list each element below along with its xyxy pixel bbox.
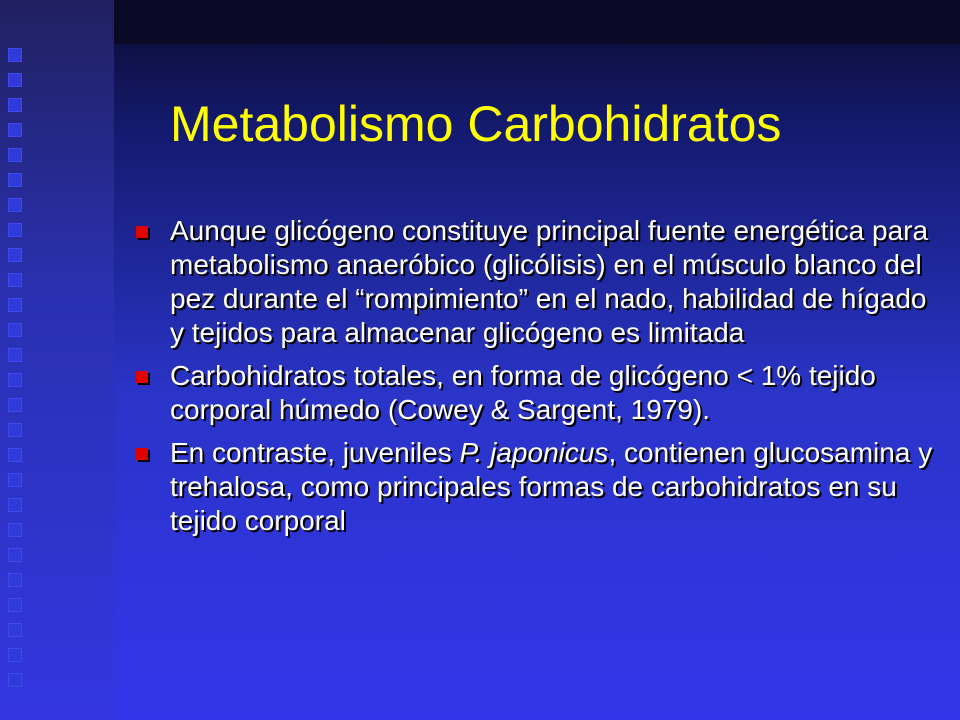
bullet-item [132, 214, 942, 350]
decorative-square [8, 198, 22, 212]
decorative-square [8, 523, 22, 537]
decorative-square [8, 373, 22, 387]
decorative-square [8, 173, 22, 187]
decorative-square [8, 223, 22, 237]
bullet-list [132, 214, 942, 547]
bullet-square-icon [136, 226, 148, 238]
decorative-square [8, 73, 22, 87]
decorative-square [8, 323, 22, 337]
bullet-text: Aunque glicógeno constituye principal fuente energética para metabolismo anaeróbico (glicólisis) en el músculo blanco del pez durante el “rompimiento” en el nado, habilidad de hígado y tejidos para almacenar glicógeno es limitada [170, 215, 929, 348]
bullet-text-after: , contienen glucosamina y trehalosa, como principales formas de carbohidratos en su tejido corporal [170, 437, 933, 536]
decorative-square [8, 648, 22, 662]
decorative-square [8, 498, 22, 512]
bullet-text: Carbohidratos totales, en forma de glicógeno < 1% tejido corporal húmedo (Cowey & Sargent, 1979). [170, 360, 876, 425]
decorative-square [8, 573, 22, 587]
decorative-square [8, 298, 22, 312]
decorative-square [8, 423, 22, 437]
left-decorative-band [0, 0, 114, 720]
decorative-square [8, 623, 22, 637]
decorative-square [8, 548, 22, 562]
decorative-square [8, 473, 22, 487]
decorative-square [8, 398, 22, 412]
decorative-square [8, 148, 22, 162]
decorative-square [8, 48, 22, 62]
slide-title: Metabolismo Carbohidratos [170, 96, 782, 152]
bullet-item [132, 359, 942, 427]
bullet-item [132, 436, 942, 538]
decorative-square-column [4, 48, 26, 698]
decorative-square [8, 598, 22, 612]
decorative-square [8, 98, 22, 112]
bullet-square-icon [136, 371, 148, 383]
top-decorative-band [114, 0, 960, 44]
decorative-square [8, 673, 22, 687]
species-name: P. japonicus [459, 437, 609, 468]
decorative-square [8, 273, 22, 287]
decorative-square [8, 248, 22, 262]
bullet-text-before: En contraste, juveniles [170, 437, 460, 468]
decorative-square [8, 123, 22, 137]
decorative-square [8, 448, 22, 462]
decorative-square [8, 348, 22, 362]
bullet-square-icon [136, 448, 148, 460]
